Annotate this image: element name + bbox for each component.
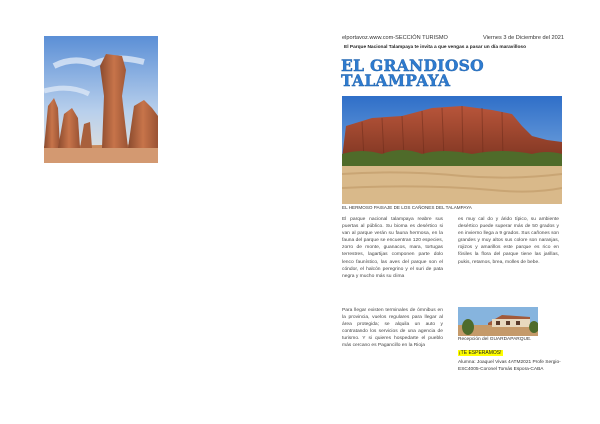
title-line-2: TALAMPAYA [341,71,451,90]
photo-caption: EL HERMOSO PAISAJE DE LOS CAÑONES DEL TALAMPAYA [342,205,472,210]
ranger-reception-photo [458,307,538,336]
article-title [341,58,565,88]
issue-date: Viernes 3 de Diciembre del 2021 [482,35,564,41]
article-subtitle: El Parque Nacional Talampaya te invita a que vengas a pasar un día maravilloso [344,45,526,50]
article-column-2: es muy cal do y árido típico, su ambiente desértico puede superar más de 50 grados y en invierno llega a 9 grados. Sus cañones son grandes y muy altos sus colore son naranjas, rojizos y amarillos este parque es rico en fósiles la flora del parque tiene las jarillas, pukis, retamos, brea, molles de bebe. [458,217,559,265]
invitation-badge: ¡TE ESPERAMOS! [459,350,502,356]
canyon-photo [342,96,562,204]
author-credits: Alumna: Joaquel Vivas 4ATM2021 Profe Sergio-ESC4005-Coronel Tomás Espora-CABA [458,360,561,373]
article-column-1: El parque nacional talampaya reabre sus puertas al público. Su bioma es desértico si van al parque verán su fauna hermosa, en la fauna del parque se encuentran 120 especies, zorro de monte, guanacos, mara, tortugas terrestres, lagartijas componen parte dolo lenco faunístico, las aves del parque son el cóndor, el halcón peregrino y el suri de pata negra y mucho más su clima [342,217,443,279]
rock-spire-photo [44,36,158,163]
reception-caption: Recepción del GUARDAPARQUE. [458,337,532,342]
site-name: elportavoz.www.com-SECCIÓN TURISMO [342,35,448,41]
title-line-1: EL GRANDIOSO [341,56,484,75]
newspaper-header [342,35,564,41]
article-column-3: Para llegar existen terminales de ómnibus en la provincia, vuelos regulares para llegar al área protegida; se alquila un auto y contratando los servicios de una agencia de turismo. Y si quieres hospedarte el pueblo más cercano es Pagancillo en la Rioja [342,308,443,349]
